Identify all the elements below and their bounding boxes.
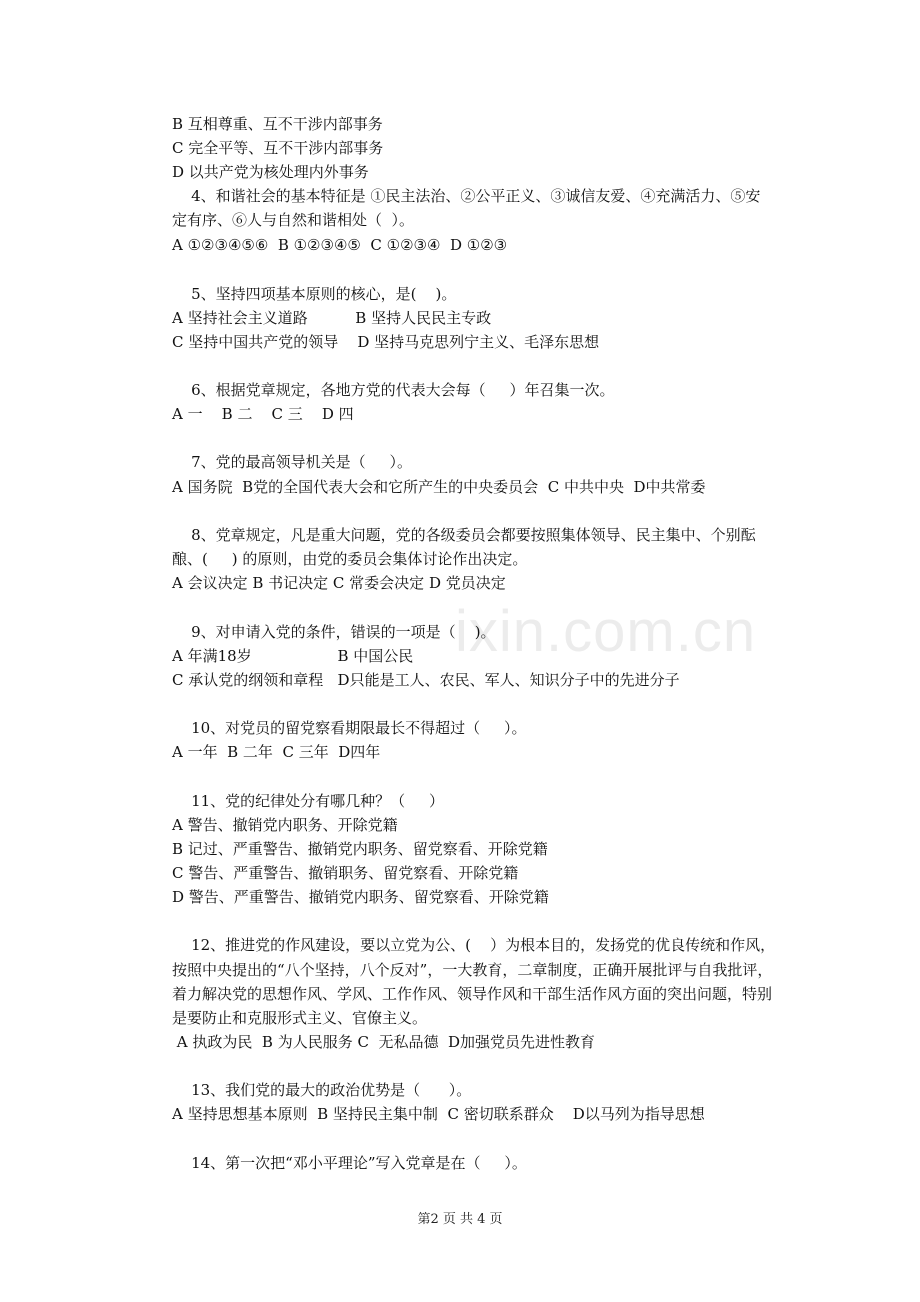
page-footer: 第2 页 共 4 页 bbox=[417, 1212, 503, 1227]
answer-options: A 警告、撤销党内职务、开除党籍 bbox=[172, 816, 398, 834]
question-5: 5、坚持四项基本原则的核心，是( )。 bbox=[172, 285, 457, 303]
answer-options: B 记过、严重警告、撤销党内职务、留党察看、开除党籍 bbox=[172, 840, 548, 858]
answer-options: A 一 B 二 C 三 D 四 bbox=[172, 405, 354, 423]
question-14: 14、第一次把“邓小平理论”写入党章是在（ ）。 bbox=[172, 1154, 527, 1172]
answer-options: D 警告、严重警告、撤销党内职务、留党察看、开除党籍 bbox=[172, 888, 549, 906]
question-8: 8、党章规定，凡是重大问题，党的各级委员会都要按照集体领导、民主集中、个别酝 bbox=[172, 526, 756, 544]
question-9: 9、对申请入党的条件，错误的一项是（ )。 bbox=[172, 623, 496, 641]
text-line: D 以共产党为核处理内外事务 bbox=[172, 163, 369, 181]
answer-options: A 执政为民 B 为人民服务 C 无私品德 D加强党员先进性教育 bbox=[172, 1033, 596, 1051]
answer-options: A 会议决定 B 书记决定 C 常委会决定 D 党员决定 bbox=[172, 574, 506, 592]
answer-options: C 承认党的纲领和章程 D只能是工人、农民、军人、知识分子中的先进分子 bbox=[172, 671, 680, 689]
question-12: 12、推进党的作风建设，要以立党为公、( ）为根本目的，发扬党的优良传统和作风， bbox=[172, 936, 776, 954]
text-line: 着力解决党的思想作风、学风、工作作风、领导作风和干部生活作风方面的突出问题，特别 bbox=[172, 985, 773, 1003]
text-line: B 互相尊重、互不干涉内部事务 bbox=[172, 115, 383, 133]
text-line: 按照中央提出的“八个坚持，八个反对”，一大教育，二章制度，正确开展批评与自我批评， bbox=[172, 961, 773, 979]
answer-options: A 坚持思想基本原则 B 坚持民主集中制 C 密切联系群众 D以马列为指导思想 bbox=[172, 1105, 705, 1123]
answer-options: A 坚持社会主义道路 B 坚持人民民主专政 bbox=[172, 309, 492, 327]
answer-options: C 坚持中国共产党的领导 D 坚持马克思列宁主义、毛泽东思想 bbox=[172, 333, 600, 351]
question-11: 11、党的纪律处分有哪几种？（ ） bbox=[172, 792, 445, 810]
text-line: 酿、( ) 的原则，由党的委员会集体讨论作出决定。 bbox=[172, 550, 528, 568]
answer-options: A 国务院 B党的全国代表大会和它所产生的中央委员会 C 中共中央 D中共常委 bbox=[172, 478, 706, 496]
question-6: 6、根据党章规定，各地方党的代表大会每（ ）年召集一次。 bbox=[172, 381, 615, 399]
answer-options: A 年满18岁 B 中国公民 bbox=[172, 647, 414, 665]
answer-options: A 一年 B 二年 C 三年 D四年 bbox=[172, 743, 381, 761]
text-line: 是要防止和克服形式主义、官僚主义。 bbox=[172, 1009, 428, 1027]
question-10: 10、对党员的留党察看期限最长不得超过（ ）。 bbox=[172, 719, 527, 737]
question-7: 7、党的最高领导机关是（ ）。 bbox=[172, 453, 412, 471]
watermark: ixin.com.cn bbox=[455, 599, 757, 664]
text-line: 定有序、⑥人与自然和谐相处（ ）。 bbox=[172, 211, 415, 229]
answer-options: C 警告、严重警告、撤销职务、留党察看、开除党籍 bbox=[172, 864, 519, 882]
text-line: C 完全平等、互不干涉内部事务 bbox=[172, 139, 384, 157]
question-13: 13、我们党的最大的政治优势是（ ）。 bbox=[172, 1081, 472, 1099]
question-4: 4、和谐社会的基本特征是 ①民主法治、②公平正义、③诚信友爱、④充满活力、⑤安 bbox=[172, 187, 761, 205]
answer-options: A ①②③④⑤⑥ B ①②③④⑤ C ①②③④ D ①②③ bbox=[172, 236, 508, 254]
